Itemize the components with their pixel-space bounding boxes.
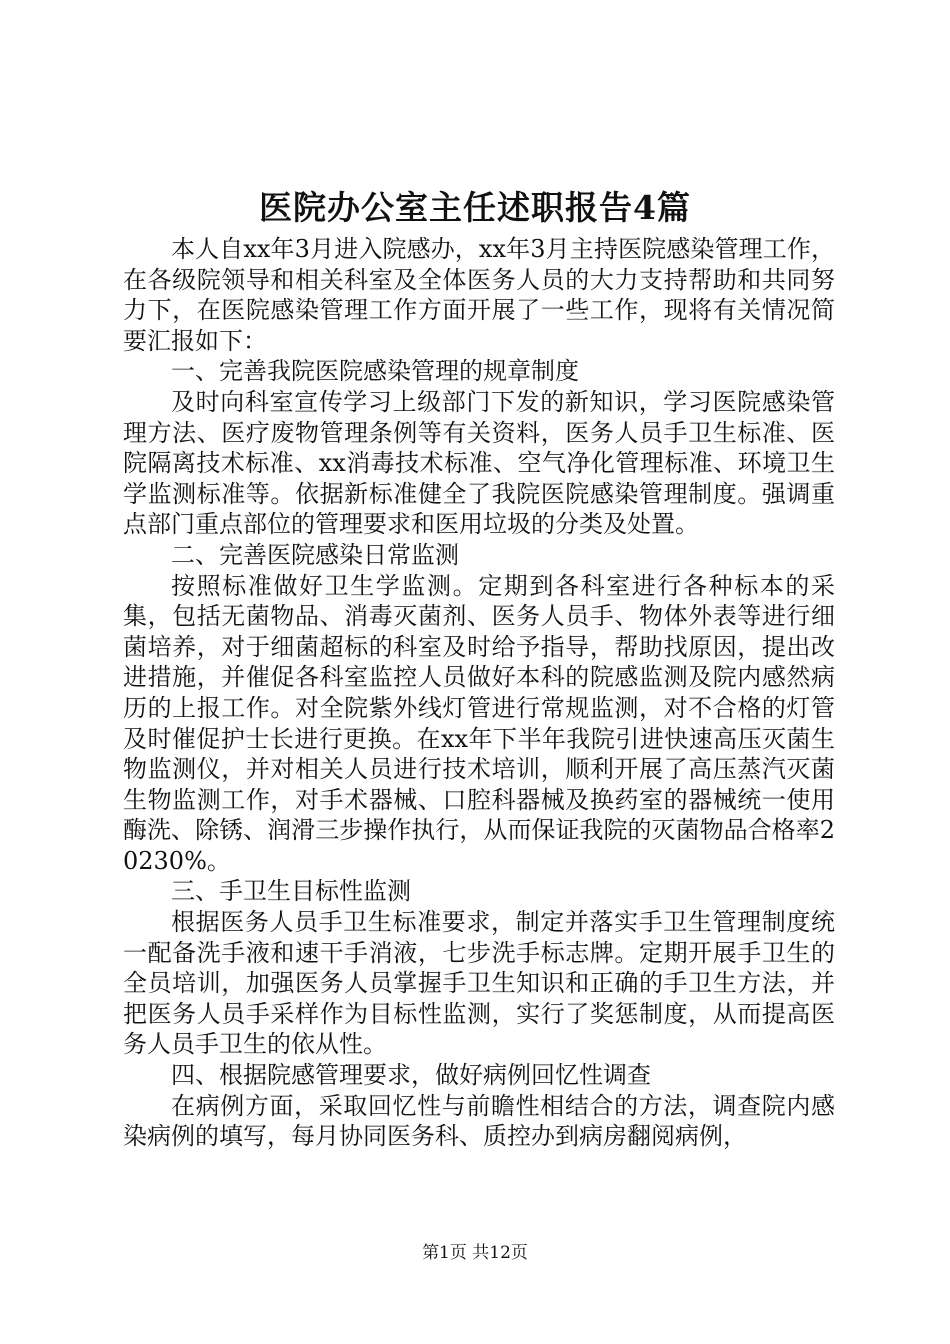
section-heading-2: 二、完善医院感染日常监测	[171, 540, 459, 569]
paragraph-section-3: 根据医务人员手卫生标准要求，制定并落实手卫生管理制度统一配备洗手液和速干手消液，七步洗手标志牌。定期开展手卫生的全员培训，加强医务人员掌握手卫生知识和正确的手卫生方法，并把医务人员手采样作为目标性监测，实行了奖惩制度，从而提高医务人员手卫生的依从性。	[123, 908, 835, 1059]
section-heading-3: 三、手卫生目标性监测	[171, 877, 411, 906]
paragraph-section-1: 及时向科室宣传学习上级部门下发的新知识，学习医院感染管理方法、医疗废物管理条例等有关资料，医务人员手卫生标准、医院隔离技术标准、xx消毒技术标准、空气净化管理标准、环境卫生学监测标准等。依据新标准健全了我院医院感染管理制度。强调重点部门重点部位的管理要求和医用垃圾的分类及处置。	[123, 387, 835, 539]
section-heading-4: 四、根据院感管理要求，做好病例回忆性调查	[171, 1061, 651, 1090]
section-heading-1: 一、完善我院医院感染管理的规章制度	[171, 357, 579, 386]
page-number-footer: 第1页 共12页	[422, 1243, 528, 1263]
document-body	[123, 234, 835, 1152]
paragraph-section-2: 按照标准做好卫生学监测。定期到各科室进行各种标本的采集，包括无菌物品、消毒灭菌剂、医务人员手、物体外表等进行细菌培养，对于细菌超标的科室及时给予指导，帮助找原因，提出改进措施，并催促各科室监控人员做好本科的院感监测及院内感然病历的上报工作。对全院紫外线灯管进行常规监测，对不合格的灯管及时催促护士长进行更换。在xx年下半年我院引进快速高压灭菌生物监测仪，并对相关人员进行技术培训，顺利开展了高压蒸汽灭菌生物监测工作，对手术器械、口腔科器械及换药室的器械统一使用酶洗、除锈、润滑三步操作执行，从而保证我院的灭菌物品合格率20230%。	[123, 571, 835, 875]
paragraph-intro: 本人自xx年3月进入院感办，xx年3月主持医院感染管理工作，在各级院领导和相关科室及全体医务人员的大力支持帮助和共同努力下，在医院感染管理工作方面开展了一些工作，现将有关情况简要汇报如下：	[123, 235, 835, 355]
document-title: 医院办公室主任述职报告4篇	[259, 188, 691, 227]
paragraph-section-4: 在病例方面，采取回忆性与前瞻性相结合的方法，调查院内感染病例的填写，每月协同医务科、质控办到病房翻阅病例，	[123, 1091, 835, 1151]
